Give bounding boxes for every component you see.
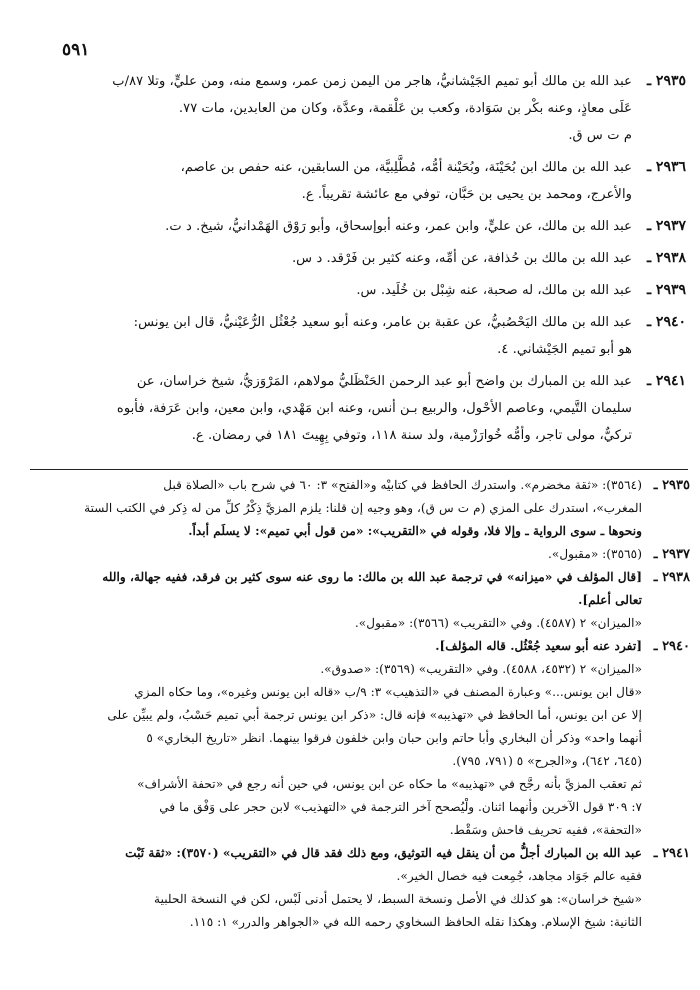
entry-number: ٢٩٣٥ ـ	[646, 73, 686, 89]
main-text	[30, 68, 686, 454]
entry-number: ٢٩٣٩ ـ	[646, 282, 686, 298]
entry-number: ٢٩٣٦ ـ	[646, 159, 686, 175]
biography-entry	[30, 309, 686, 363]
entry-line: عبد الله بن مالك، له صحبة، عنه شِبْل بن خُلَيد. س.	[356, 283, 632, 298]
entry-line: عَلَى معاذٍ، وعنه بكْر بن سَوَادة، وكعب بن عَلْقمة، وعدَّة، وكان من العابدين، مات ٧٧.	[178, 101, 632, 116]
biography-entry	[30, 68, 686, 149]
footnote-line: «التحفة»، ففيه تحريف فاحش وسَقْط.	[449, 823, 642, 837]
footnote-number: ٢٩٣٥ ـ	[653, 478, 690, 493]
footnote-line: ونحوها ـ سوى الرواية ـ وإلا فلا، وقوله في «التقريب»: «من قول أبي تميم»: لا يسلَم أبداً.	[188, 524, 642, 538]
entry-line: تركيٌّ، مولى تاجر، وأمُّه خُوارَزْمية، ولد سنة ١١٨، وتوفي بِهِيتَ ١٨١ في رمضان. ع.	[191, 428, 632, 443]
page-number: ٥٩١	[62, 40, 90, 60]
footnote-line: ثم تعقب المزيَّ بأنه رجَّح في «تهذيبه» ما حكاه عن ابن يونس، في حين أنه رجع في «تحفة الأشراف»	[137, 777, 642, 791]
footnote-line: تعالى أعلم].	[578, 593, 642, 607]
footnote-separator	[30, 469, 688, 470]
footnote-line: [قال المؤلف في «ميزانه» في ترجمة عبد الله بن مالك: ما روى عنه سوى كثير بن فرقد، ففيه جهالة، والله	[102, 570, 642, 584]
entry-line: م ت س ق.	[568, 128, 632, 143]
biography-entry	[30, 154, 686, 208]
entry-line: سليمان التَّيمي، وعاصم الأحْول، والربيع بـن أنس، وعنه ابن مَهْدي، وابن معين، وابن عَرَفة، فأبوه	[116, 401, 632, 416]
footnote-line: إلا عن ابن يونس، أما الحافظ في «تهذيبه» فإنه قال: «ذكر ابن يونس ترجمة أبي تميم حَسْبُ، ولم يبيِّن على	[107, 708, 642, 722]
footnote-line: عبد الله بن المبارك أجلُّ من أن ينقل فيه التوثيق، ومع ذلك فقد قال في «التقريب» (٣٥٧٠): «ثقة ثَبْت	[125, 846, 642, 860]
footnote-line: [تفرد عنه أبو سعيد جُعْثُل. قاله المؤلف].	[435, 639, 642, 653]
footnote	[28, 842, 690, 934]
entry-line: عبد الله بن مالك أبو تميم الجَيْشانيُّ، هاجر من اليمن زمن عمر، وسمع منه، ومن عليٍّ، وتلا ٨٧/ب	[112, 74, 632, 89]
footnote	[28, 474, 690, 543]
biography-entry	[30, 213, 686, 240]
footnote-line: «شيخ خراسان»: هو كذلك في الأصل ونسخة السبط، لا يحتمل أدنى لَبْس، لكن في النسخة الحلبية	[154, 892, 642, 906]
footnote-line: (٦٤٥، ٦٤٢)، و«الجرح» ٥ (٧٩١، ٧٩٥).	[452, 754, 642, 768]
biography-entry	[30, 368, 686, 449]
footnote	[28, 635, 690, 842]
entry-line: عبد الله بن مالك، عن عليٍّ، وابن عمر، وعنه أبوإسحاق، وأبو رَوْق الهَمْدانيُّ، شيخ. د ت.	[165, 219, 632, 234]
footnote-line: «الميزان» ٢ (٤٥٨٧). وفي «التقريب» (٣٥٦٦): «مقبول».	[354, 616, 642, 630]
entry-line: هو أبو تميم الجَيْشاني. ٤.	[497, 342, 632, 357]
entry-line: عبد الله بن المبارك بن واضح أبو عبد الرحمن الحَنْظَليُّ مولاهم، المَرْوَزيُّ، شيخ خراسان، عن	[136, 374, 632, 389]
footnote-line: الثانية: شيخ الإسلام. وهكذا نقله الحافظ السخاوي رحمه الله في «الجواهر والدرر» ١: ١١٥.	[189, 915, 642, 929]
entry-number: ٢٩٣٨ ـ	[646, 250, 686, 266]
footnote-number: ٢٩٣٧ ـ	[653, 547, 690, 562]
entry-number: ٢٩٤١ ـ	[646, 373, 686, 389]
footnote-line: أنهما واحد» وذكر أن البخاري وأبا حاتم وابن حبان وابن خلفون فرقوا بينهما. انظر «تاريخ البخاري» ٥	[146, 731, 642, 745]
entry-line: عبد الله بن مالك ابن بُحَيْنَة، وبُحَيْنة أمُّه، مُطَّلِبيَّة، من السابقين، عنه حفص بن عاصم،	[180, 160, 632, 175]
footnote-line: (٣٥٦٥): «مقبول».	[548, 547, 642, 561]
footnote-line: «قال ابن يونس...» وعبارة المصنف في «التذهيب» ٣: ٩/ب «قاله ابن يونس وغيره»، وما حكاه المزي	[134, 685, 642, 699]
entry-number: ٢٩٤٠ ـ	[646, 314, 686, 330]
footnotes	[28, 474, 690, 934]
footnote-line: (٣٥٦٤): «ثقة مخضرم». واستدرك الحافظ في كتابيْه و«الفتح» ٣: ٦٠ في شرح باب «الصلاة قبل	[163, 478, 642, 492]
footnote-number: ٢٩٤٠ ـ	[653, 639, 690, 654]
biography-entry	[30, 245, 686, 272]
entry-line: والأعرج، ومحمد بن يحيى بن حَبَّان، توفي مع عائشة تقريباً. ع.	[301, 187, 632, 202]
entry-line: عبد الله بن مالك اليَحْصُبيُّ، عن عقبة بن عامر، وعنه أبو سعيد جُعْثُل الرُّعَيْنيُّ، قال ابن يونس:	[133, 315, 632, 330]
footnote-number: ٢٩٣٨ ـ	[653, 570, 690, 585]
footnote-line: «الميزان» ٢ (٤٥٣٢، ٤٥٨٨). وفي «التقريب» (٣٥٦٩): «صدوق».	[320, 662, 642, 676]
footnote-line: ٧: ٣٠٩ قول الآخرين وأنهما اثنان. ولْيُصحح آخر الترجمة في «التهذيب» لابن حجر على وَفْق ما في	[159, 800, 642, 814]
footnote-line: فقيه عالم جَوَاد مجاهد، جُمِعت فيه خصال الخير».	[396, 869, 642, 883]
entry-number: ٢٩٣٧ ـ	[646, 218, 686, 234]
footnote	[28, 566, 690, 635]
footnote	[28, 543, 690, 566]
footnote-line: المغرب»، استدرك على المزي (م ت س ق)، وهو وجيه إن قلنا: يلزم المزيَّ ذِكْرُ كلِّ من له ذِكر في الكتب الستة	[84, 501, 642, 515]
footnote-number: ٢٩٤١ ـ	[653, 846, 690, 861]
biography-entry	[30, 277, 686, 304]
entry-line: عبد الله بن مالك بن حُذافة، عن أمِّه، وعنه كثير بن فَرْقد. د س.	[291, 251, 632, 266]
